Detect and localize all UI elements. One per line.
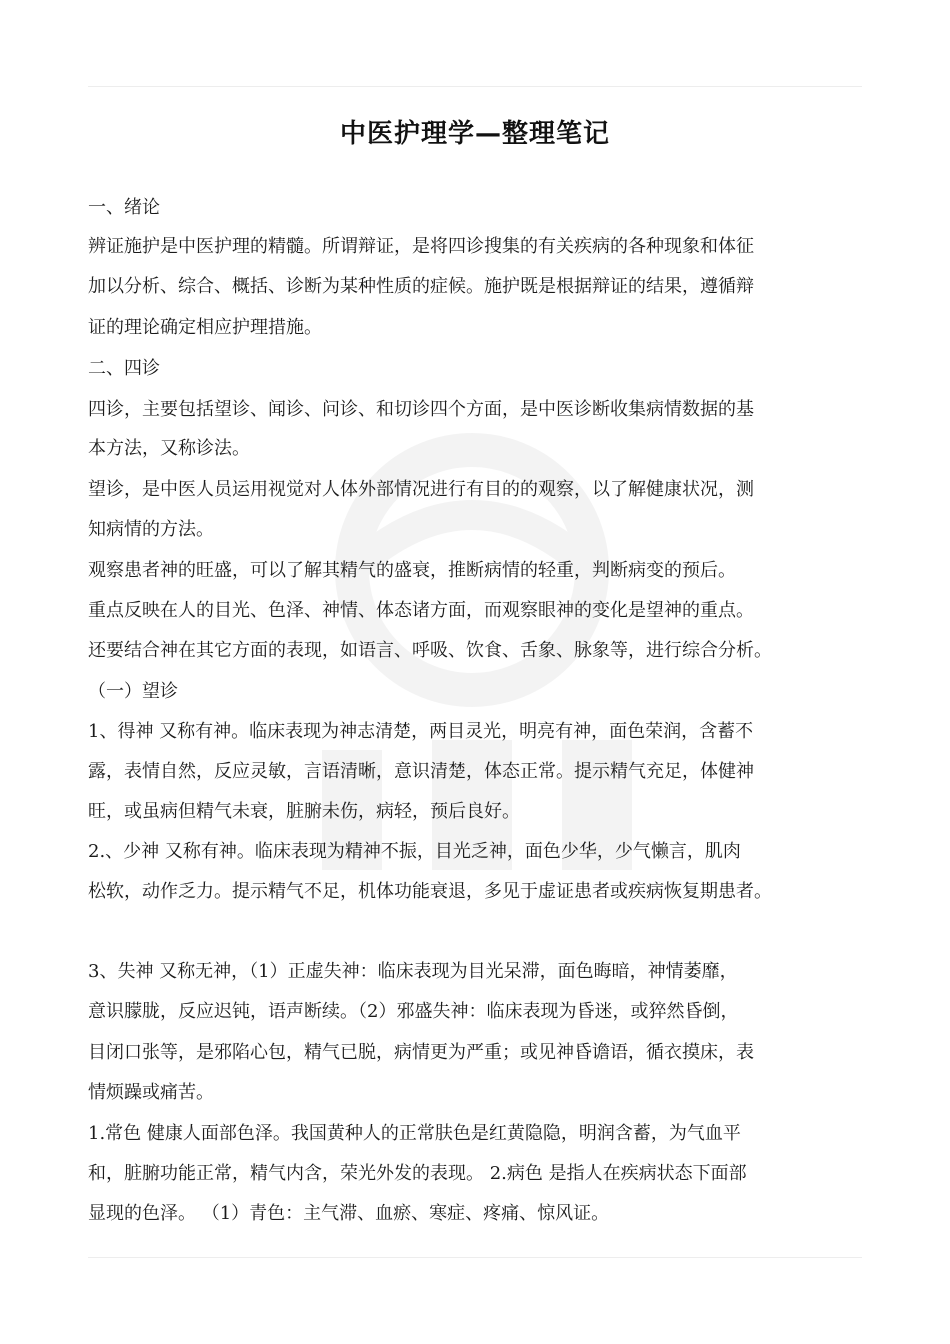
paragraph-line: 露，表情自然，反应灵敏，言语清晰，意识清楚，体态正常。提示精气充足，体健神 — [88, 761, 754, 782]
paragraph-line: 情烦躁或痛苦。 — [88, 1082, 214, 1103]
paragraph-line: 松软，动作乏力。提示精气不足，机体功能衰退，多见于虚证患者或疾病恢复期患者。 — [88, 881, 772, 902]
paragraph-line: 加以分析、综合、概括、诊断为某种性质的症候。施护既是根据辩证的结果，遵循辩 — [88, 276, 754, 297]
top-divider — [88, 86, 862, 87]
paragraph-line: 2.、少神 又称有神。临床表现为精神不振，目光乏神，面色少华，少气懒言，肌肉 — [88, 841, 741, 862]
paragraph-line: 四诊，主要包括望诊、闻诊、问诊、和切诊四个方面，是中医诊断收集病情数据的基 — [88, 399, 754, 420]
paragraph-line: 望诊，是中医人员运用视觉对人体外部情况进行有目的的观察，以了解健康状况，测 — [88, 479, 754, 500]
paragraph-line: 1、得神 又称有神。临床表现为神志清楚，两目灵光，明亮有神，面色荣润，含蓄不 — [88, 721, 754, 742]
paragraph-line: 证的理论确定相应护理措施。 — [88, 317, 322, 338]
paragraph-line: 知病情的方法。 — [88, 519, 214, 540]
paragraph-line: 观察患者神的旺盛，可以了解其精气的盛衰，推断病情的轻重，判断病变的预后。 — [88, 560, 736, 581]
subheading-inspection: （一）望诊 — [88, 681, 178, 702]
bottom-divider — [88, 1257, 862, 1258]
paragraph-line: 意识朦胧，反应迟钝，语声断续。（2）邪盛失神：临床表现为昏迷，或猝然昏倒， — [88, 1001, 739, 1022]
paragraph-line: 辨证施护是中医护理的精髓。所谓辩证，是将四诊搜集的有关疾病的各种现象和体征 — [88, 236, 754, 257]
paragraph-line: 3、失神 又称无神，（1）正虚失神：临床表现为目光呆滞，面色晦暗，神情萎靡， — [88, 961, 738, 982]
paragraph-line: 和，脏腑功能正常，精气内含，荣光外发的表现。 2.病色 是指人在疾病状态下面部 — [88, 1163, 747, 1184]
paragraph-line: 还要结合神在其它方面的表现，如语言、呼吸、饮食、舌象、脉象等，进行综合分析。 — [88, 640, 772, 661]
document-title: 中医护理学—整理笔记 — [339, 119, 610, 149]
paragraph-line: 旺，或虽病但精气未衰，脏腑未伤，病轻，预后良好。 — [88, 801, 520, 822]
paragraph-line: 1.常色 健康人面部色泽。我国黄种人的正常肤色是红黄隐隐，明润含蓄，为气血平 — [88, 1123, 741, 1144]
paragraph-line: 目闭口张等，是邪陷心包，精气已脱，病情更为严重；或见神昏谵语，循衣摸床，表 — [88, 1042, 754, 1063]
paragraph-line: 重点反映在人的目光、色泽、神情、体态诸方面，而观察眼神的变化是望神的重点。 — [88, 600, 754, 621]
paragraph-line: 本方法，又称诊法。 — [88, 438, 250, 459]
heading-four-diagnostics: 二、四诊 — [88, 358, 160, 379]
heading-introduction: 一、绪论 — [88, 197, 160, 218]
paragraph-line: 显现的色泽。 （1）青色：主气滞、血瘀、寒症、疼痛、惊风证。 — [88, 1203, 610, 1224]
